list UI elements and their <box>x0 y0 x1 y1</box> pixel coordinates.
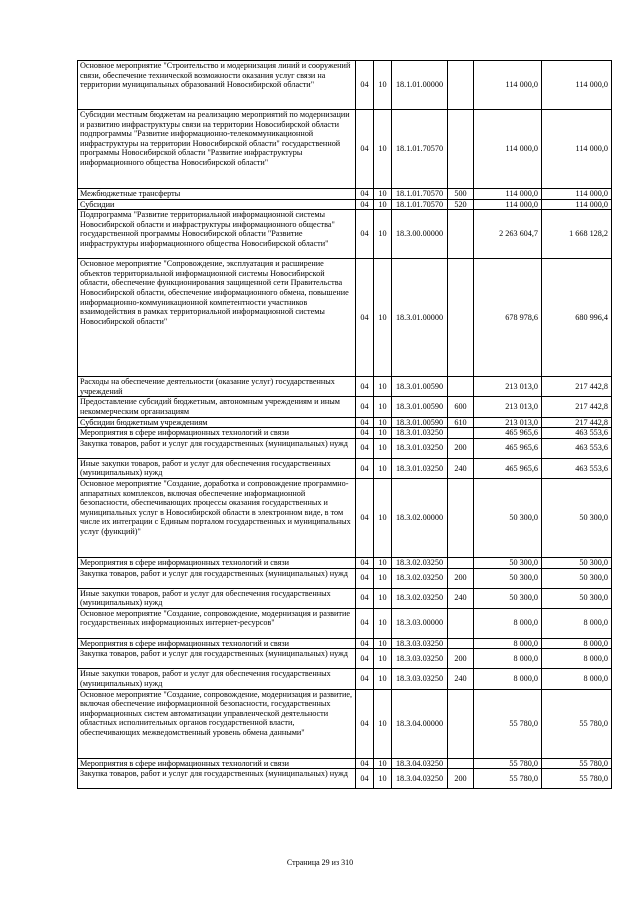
table-cell-subsection: 10 <box>374 769 392 789</box>
table-cell-section: 04 <box>356 438 374 458</box>
table-cell-amount-1: 465 965,6 <box>474 458 542 478</box>
table-cell-target-article: 18.3.02.03250 <box>392 568 448 588</box>
table-cell-expense-type <box>448 557 474 568</box>
table-cell-section: 04 <box>356 189 374 200</box>
table-cell-expense-type: 200 <box>448 438 474 458</box>
table-cell-amount-2: 8 000,0 <box>542 649 612 669</box>
table-cell-amount-2: 217 442,8 <box>542 397 612 417</box>
table-cell-expense-type <box>448 758 474 769</box>
table-cell-amount-1: 114 000,0 <box>474 61 542 110</box>
table-row <box>78 189 612 200</box>
table-cell-section: 04 <box>356 557 374 568</box>
table-cell-subsection: 10 <box>374 689 392 758</box>
table-row <box>78 428 612 439</box>
table-cell-target-article: 18.3.01.00590 <box>392 417 448 428</box>
budget-table <box>77 60 612 789</box>
table-cell-amount-2: 217 442,8 <box>542 377 612 397</box>
table-cell-name: Мероприятия в сфере информационных технологий и связи <box>78 758 356 769</box>
table-cell-section: 04 <box>356 428 374 439</box>
table-cell-expense-type <box>448 377 474 397</box>
table-cell-expense-type: 200 <box>448 649 474 669</box>
table-row <box>78 769 612 789</box>
table-cell-section: 04 <box>356 259 374 377</box>
table-cell-amount-1: 213 013,0 <box>474 397 542 417</box>
table-cell-amount-1: 8 000,0 <box>474 638 542 649</box>
table-cell-amount-2: 50 300,0 <box>542 557 612 568</box>
table-cell-name: Закупка товаров, работ и услуг для государственных (муниципальных) нужд <box>78 438 356 458</box>
table-cell-section: 04 <box>356 199 374 210</box>
table-cell-subsection: 10 <box>374 428 392 439</box>
table-cell-subsection: 10 <box>374 588 392 608</box>
table-row <box>78 61 612 110</box>
table-cell-amount-1: 213 013,0 <box>474 417 542 428</box>
table-cell-expense-type <box>448 608 474 638</box>
table-cell-amount-1: 8 000,0 <box>474 649 542 669</box>
table-cell-name: Мероприятия в сфере информационных технологий и связи <box>78 428 356 439</box>
table-cell-target-article: 18.1.01.70570 <box>392 189 448 200</box>
table-row <box>78 110 612 189</box>
table-cell-name: Расходы на обеспечение деятельности (оказание услуг) государственных учреждений <box>78 377 356 397</box>
table-cell-target-article: 18.3.03.03250 <box>392 649 448 669</box>
table-cell-target-article: 18.1.01.70570 <box>392 110 448 189</box>
table-cell-amount-1: 55 780,0 <box>474 769 542 789</box>
table-cell-amount-1: 55 780,0 <box>474 689 542 758</box>
table-cell-amount-2: 8 000,0 <box>542 608 612 638</box>
table-cell-target-article: 18.3.03.03250 <box>392 669 448 689</box>
table-cell-section: 04 <box>356 669 374 689</box>
table-cell-amount-2: 680 996,4 <box>542 259 612 377</box>
table-cell-subsection: 10 <box>374 377 392 397</box>
table-cell-section: 04 <box>356 608 374 638</box>
table-cell-expense-type <box>448 638 474 649</box>
table-cell-amount-2: 114 000,0 <box>542 199 612 210</box>
table-row <box>78 638 612 649</box>
table-cell-amount-1: 8 000,0 <box>474 669 542 689</box>
table-cell-amount-1: 114 000,0 <box>474 199 542 210</box>
table-cell-amount-1: 55 780,0 <box>474 758 542 769</box>
table-cell-name: Мероприятия в сфере информационных технологий и связи <box>78 557 356 568</box>
table-cell-amount-2: 1 668 128,2 <box>542 210 612 259</box>
table-cell-amount-2: 50 300,0 <box>542 478 612 557</box>
table-cell-amount-2: 55 780,0 <box>542 758 612 769</box>
table-row <box>78 758 612 769</box>
table-cell-expense-type <box>448 428 474 439</box>
table-cell-target-article: 18.3.01.00590 <box>392 377 448 397</box>
table-cell-subsection: 10 <box>374 758 392 769</box>
table-cell-section: 04 <box>356 588 374 608</box>
table-cell-subsection: 10 <box>374 478 392 557</box>
table-row <box>78 259 612 377</box>
table-cell-subsection: 10 <box>374 438 392 458</box>
table-cell-subsection: 10 <box>374 61 392 110</box>
table-row <box>78 689 612 758</box>
table-cell-amount-2: 463 553,6 <box>542 428 612 439</box>
table-row <box>78 557 612 568</box>
table-cell-section: 04 <box>356 769 374 789</box>
table-cell-amount-2: 50 300,0 <box>542 568 612 588</box>
budget-table-page <box>77 60 611 789</box>
table-cell-amount-1: 50 300,0 <box>474 478 542 557</box>
table-cell-target-article: 18.3.01.03250 <box>392 428 448 439</box>
table-cell-section: 04 <box>356 649 374 669</box>
table-cell-section: 04 <box>356 478 374 557</box>
table-cell-amount-2: 114 000,0 <box>542 61 612 110</box>
table-cell-section: 04 <box>356 397 374 417</box>
table-cell-amount-1: 2 263 604,7 <box>474 210 542 259</box>
table-cell-expense-type: 200 <box>448 568 474 588</box>
table-cell-expense-type <box>448 61 474 110</box>
table-cell-name: Основное мероприятие "Сопровождение, эксплуатация и расширение объектов территориальной информационной системы Новосибирской области, обеспечение функционирования защищенной сети Правительства Новосибирской области, обеспечение информационного обмена, повышение информационно-коммуникационной компетентности участников взаимодействия в рамках территориальной информационной системы Новосибирской области" <box>78 259 356 377</box>
table-cell-section: 04 <box>356 61 374 110</box>
table-cell-target-article: 18.3.04.03250 <box>392 758 448 769</box>
table-cell-expense-type <box>448 210 474 259</box>
table-cell-target-article: 18.1.01.70570 <box>392 199 448 210</box>
table-cell-target-article: 18.3.02.00000 <box>392 478 448 557</box>
table-cell-subsection: 10 <box>374 189 392 200</box>
table-row <box>78 417 612 428</box>
table-row <box>78 458 612 478</box>
table-cell-section: 04 <box>356 689 374 758</box>
table-cell-section: 04 <box>356 110 374 189</box>
table-row <box>78 478 612 557</box>
table-cell-amount-1: 114 000,0 <box>474 110 542 189</box>
table-cell-name: Закупка товаров, работ и услуг для государственных (муниципальных) нужд <box>78 769 356 789</box>
table-cell-subsection: 10 <box>374 568 392 588</box>
table-cell-subsection: 10 <box>374 638 392 649</box>
table-cell-section: 04 <box>356 758 374 769</box>
table-cell-amount-2: 50 300,0 <box>542 588 612 608</box>
table-cell-amount-1: 8 000,0 <box>474 608 542 638</box>
table-cell-expense-type: 600 <box>448 397 474 417</box>
page-number: Страница 29 из 310 <box>286 858 354 867</box>
table-cell-name: Иные закупки товаров, работ и услуг для обеспечения государственных (муниципальных) нужд <box>78 669 356 689</box>
table-cell-section: 04 <box>356 638 374 649</box>
table-cell-target-article: 18.3.02.03250 <box>392 588 448 608</box>
table-cell-subsection: 10 <box>374 110 392 189</box>
table-cell-target-article: 18.3.01.00000 <box>392 259 448 377</box>
table-cell-amount-2: 114 000,0 <box>542 110 612 189</box>
table-cell-subsection: 10 <box>374 608 392 638</box>
table-cell-name: Мероприятия в сфере информационных технологий и связи <box>78 638 356 649</box>
table-cell-expense-type: 240 <box>448 458 474 478</box>
table-row <box>78 669 612 689</box>
table-cell-expense-type: 240 <box>448 669 474 689</box>
table-cell-name: Закупка товаров, работ и услуг для государственных (муниципальных) нужд <box>78 568 356 588</box>
table-cell-section: 04 <box>356 377 374 397</box>
table-cell-amount-1: 465 965,6 <box>474 438 542 458</box>
table-cell-expense-type: 520 <box>448 199 474 210</box>
table-cell-target-article: 18.1.01.00000 <box>392 61 448 110</box>
table-cell-name: Межбюджетные трансферты <box>78 189 356 200</box>
table-cell-subsection: 10 <box>374 669 392 689</box>
table-cell-amount-1: 50 300,0 <box>474 557 542 568</box>
table-cell-target-article: 18.3.02.03250 <box>392 557 448 568</box>
table-cell-subsection: 10 <box>374 417 392 428</box>
table-cell-section: 04 <box>356 458 374 478</box>
table-cell-amount-2: 463 553,6 <box>542 458 612 478</box>
table-cell-subsection: 10 <box>374 259 392 377</box>
table-row <box>78 568 612 588</box>
table-cell-amount-1: 213 013,0 <box>474 377 542 397</box>
table-cell-expense-type: 610 <box>448 417 474 428</box>
table-cell-amount-2: 217 442,8 <box>542 417 612 428</box>
table-row <box>78 397 612 417</box>
table-cell-amount-2: 463 553,6 <box>542 438 612 458</box>
table-cell-amount-1: 114 000,0 <box>474 189 542 200</box>
table-cell-expense-type <box>448 478 474 557</box>
table-row <box>78 438 612 458</box>
table-row <box>78 199 612 210</box>
table-cell-section: 04 <box>356 417 374 428</box>
table-cell-name: Предоставление субсидий бюджетным, автономным учреждениям и иным некоммерческим организациям <box>78 397 356 417</box>
table-cell-name: Субсидии <box>78 199 356 210</box>
table-cell-name: Основное мероприятие "Создание, доработка и сопровождение программно-аппаратных комплексов, включая обеспечение информационной безопасности, обеспечивающих процессы оказания государственных и муниципальных услуг в Новосибирской области в электронном виде, в том числе их интеграции с Единым порталом государственных и муниципальных услуг (функций)" <box>78 478 356 557</box>
table-cell-amount-1: 678 978,6 <box>474 259 542 377</box>
table-cell-section: 04 <box>356 568 374 588</box>
table-cell-target-article: 18.3.04.00000 <box>392 689 448 758</box>
table-cell-target-article: 18.3.01.03250 <box>392 438 448 458</box>
table-cell-amount-1: 50 300,0 <box>474 568 542 588</box>
table-row <box>78 608 612 638</box>
table-cell-amount-1: 50 300,0 <box>474 588 542 608</box>
table-cell-target-article: 18.3.04.03250 <box>392 769 448 789</box>
table-cell-name: Основное мероприятие "Создание, сопровождение, модернизация и развитие государственных информационных интернет-ресурсов" <box>78 608 356 638</box>
table-cell-target-article: 18.3.03.00000 <box>392 608 448 638</box>
table-cell-amount-2: 8 000,0 <box>542 638 612 649</box>
table-cell-target-article: 18.3.00.00000 <box>392 210 448 259</box>
table-cell-subsection: 10 <box>374 199 392 210</box>
table-cell-name: Субсидии местным бюджетам на реализацию мероприятий по модернизации и развитию инфраструктуры связи на территории Новосибирской области подпрограммы "Развитие информационно-телекоммуникационной инфраструктуры на территории Новосибирской области" государственной программы Новосибирской области "Развитие инфраструктуры информационного общества Новосибирской области" <box>78 110 356 189</box>
table-row <box>78 649 612 669</box>
table-cell-expense-type: 240 <box>448 588 474 608</box>
table-row <box>78 210 612 259</box>
table-cell-target-article: 18.3.01.03250 <box>392 458 448 478</box>
table-cell-amount-2: 8 000,0 <box>542 669 612 689</box>
table-cell-name: Основное мероприятие "Создание, сопровождение, модернизация и развитие, включая обеспечение информационной безопасности, государственных информационных систем автоматизации управленческой деятельности областных исполнительных органов государственной власти, обеспечивающих межведомственный уровень обмена данными" <box>78 689 356 758</box>
table-cell-target-article: 18.3.01.00590 <box>392 397 448 417</box>
table-cell-name: Основное мероприятие "Строительство и модернизация линий и сооружений связи, обеспечение технической возможности оказания услуг связи на территории муниципальных образований Новосибирской области" <box>78 61 356 110</box>
table-cell-expense-type <box>448 110 474 189</box>
table-cell-subsection: 10 <box>374 557 392 568</box>
table-cell-amount-1: 465 965,6 <box>474 428 542 439</box>
table-cell-amount-2: 55 780,0 <box>542 769 612 789</box>
table-cell-amount-2: 55 780,0 <box>542 689 612 758</box>
table-cell-expense-type: 500 <box>448 189 474 200</box>
table-cell-name: Подпрограмма "Развитие территориальной информационной системы Новосибирской области и инфраструктуры информационного общества" государственной программы Новосибирской области "Развитие инфраструктуры информационного общества Новосибирской области" <box>78 210 356 259</box>
table-cell-expense-type <box>448 689 474 758</box>
table-cell-amount-2: 114 000,0 <box>542 189 612 200</box>
table-cell-subsection: 10 <box>374 210 392 259</box>
table-cell-name: Закупка товаров, работ и услуг для государственных (муниципальных) нужд <box>78 649 356 669</box>
table-cell-name: Субсидии бюджетным учреждениям <box>78 417 356 428</box>
table-cell-name: Иные закупки товаров, работ и услуг для обеспечения государственных (муниципальных) нужд <box>78 588 356 608</box>
table-row <box>78 588 612 608</box>
table-cell-name: Иные закупки товаров, работ и услуг для обеспечения государственных (муниципальных) нужд <box>78 458 356 478</box>
table-cell-target-article: 18.3.03.03250 <box>392 638 448 649</box>
table-cell-expense-type: 200 <box>448 769 474 789</box>
table-row <box>78 377 612 397</box>
table-cell-section: 04 <box>356 210 374 259</box>
table-cell-subsection: 10 <box>374 458 392 478</box>
table-cell-subsection: 10 <box>374 397 392 417</box>
table-cell-expense-type <box>448 259 474 377</box>
table-cell-subsection: 10 <box>374 649 392 669</box>
